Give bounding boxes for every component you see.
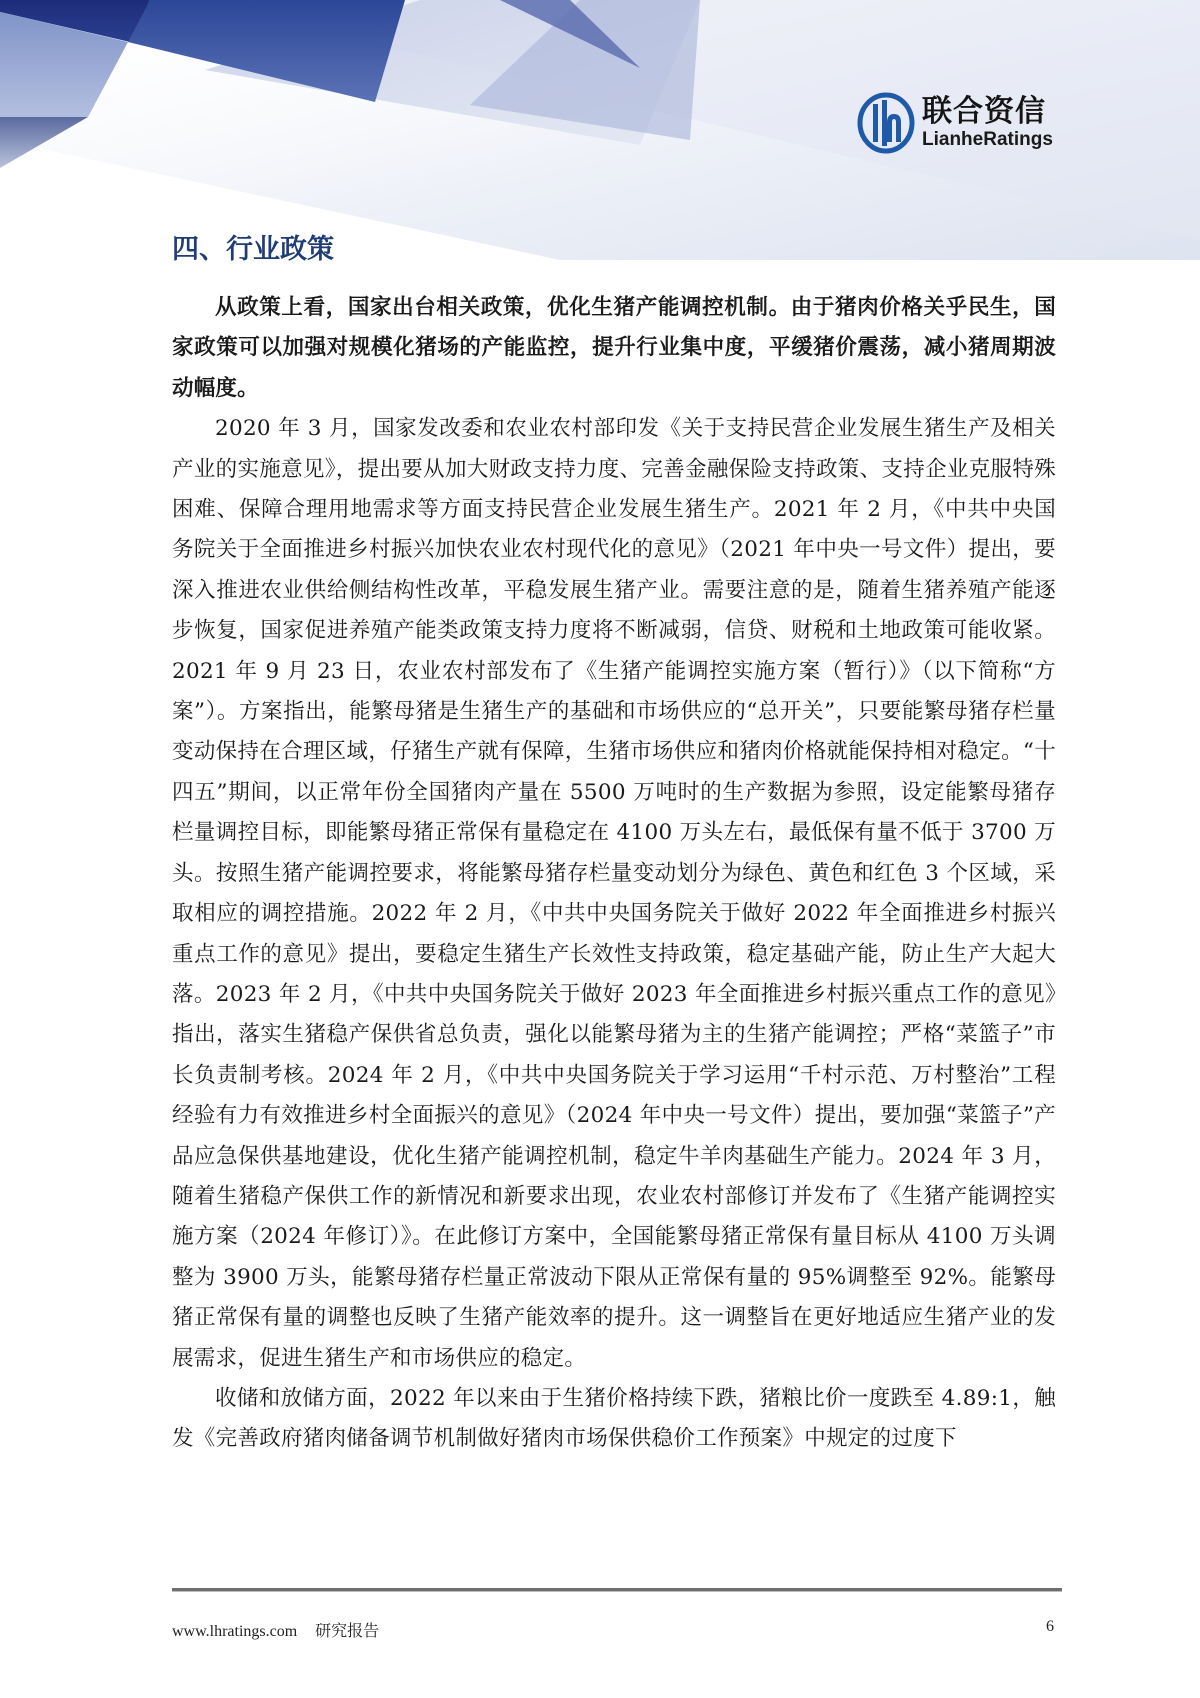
summary-paragraph: 从政策上看，国家出台相关政策，优化生猪产能调控机制。由于猪肉价格关乎民生，国家政策可以加强对规模化猪场的产能监控，提升行业集中度，平缓猪价震荡，减小猪周期波动幅度。	[172, 295, 1056, 401]
section-content	[172, 230, 1056, 1460]
footer-divider	[172, 1588, 1062, 1592]
footer-info	[172, 1618, 379, 1641]
footer-website: www.lhratings.com	[172, 1623, 298, 1640]
logo-chinese-name: 联合资信	[922, 94, 1046, 129]
policy-history-paragraph: 2020 年 3 月，国家发改委和农业农村部印发《关于支持民营企业发展生猪生产及相关产业的实施意见》，提出要从加大财政支持力度、完善金融保险支持政策、支持企业克服特殊困难、保障合理用地需求等方面支持民营企业发展生猪生产。2021 年 2 月，《中共中央国务院关于全面推进乡村振兴加快农业农村现代化的意见》（2021 年中央一号文件）提出，要深入推进农业供给侧结构性改革，平稳发展生猪产业。需要注意的是，随着生猪养殖产能逐步恢复，国家促进养殖产能类政策支持力度将不断减弱，信贷、财税和土地政策可能收紧。2021 年 9 月 23 日，农业农村部发布了《生猪产能调控实施方案（暂行）》（以下简称“方案”）。方案指出，能繁母猪是生猪生产的基础和市场供应的“总开关”，只要能繁母猪存栏量变动保持在合理区域，仔猪生产就有保障，生猪市场供应和猪肉价格就能保持相对稳定。“十四五”期间，以正常年份全国猪肉产量在 5500 万吨时的生产数据为参照，设定能繁母猪存栏量调控目标，即能繁母猪正常保有量稳定在 4100 万头左右，最低保有量不低于 3700 万头。按照生猪产能调控要求，将能繁母猪存栏量变动划分为绿色、黄色和红色 3 个区域，采取相应的调控措施。2022 年 2 月，《中共中央国务院关于做好 2022 年全面推进乡村振兴重点工作的意见》提出，要稳定生猪生产长效性支持政策，稳定基础产能，防止生产大起大落。2023 年 2 月，《中共中央国务院关于做好 2023 年全面推进乡村振兴重点工作的意见》指出，落实生猪稳产保供省总负责，强化以能繁母猪为主的生猪产能调控；严格“菜篮子”市长负责制考核。2024 年 2 月，《中共中央国务院关于学习运用“千村示范、万村整治”工程经验有力有效推进乡村全面振兴的意见》（2024 年中央一号文件）提出，要加强“菜篮子”产品应急保供基地建设，优化生猪产能调控机制，稳定牛羊肉基础生产能力。2024 年 3 月，随着生猪稳产保供工作的新情况和新要求出现，农业农村部修订并发布了《生猪产能调控实施方案（2024 年修订）》。在此修订方案中，全国能繁母猪正常保有量目标从 4100 万头调整为 3900 万头，能繁母猪存栏量正常波动下限从正常保有量的 95%调整至 92%。能繁母猪正常保有量的调整也反映了生猪产能效率的提升。这一调整旨在更好地适应生猪产业的发展需求，促进生猪生产和市场供应的稳定。	[172, 416, 1056, 1371]
storage-paragraph: 收储和放储方面，2022 年以来由于生猪价格持续下跌，猪粮比价一度跌至 4.89:1，触发《完善政府猪肉储备调节机制做好猪肉市场保供稳价工作预案》中规定的过度下	[172, 1385, 1056, 1452]
company-logo	[856, 92, 1053, 154]
page-number: 6	[1046, 1618, 1054, 1635]
section-heading: 四、行业政策	[172, 234, 334, 265]
footer-report-type: 研究报告	[315, 1623, 380, 1640]
lianhe-logo-icon	[856, 92, 916, 154]
logo-english-name: LianheRatings	[922, 129, 1053, 150]
